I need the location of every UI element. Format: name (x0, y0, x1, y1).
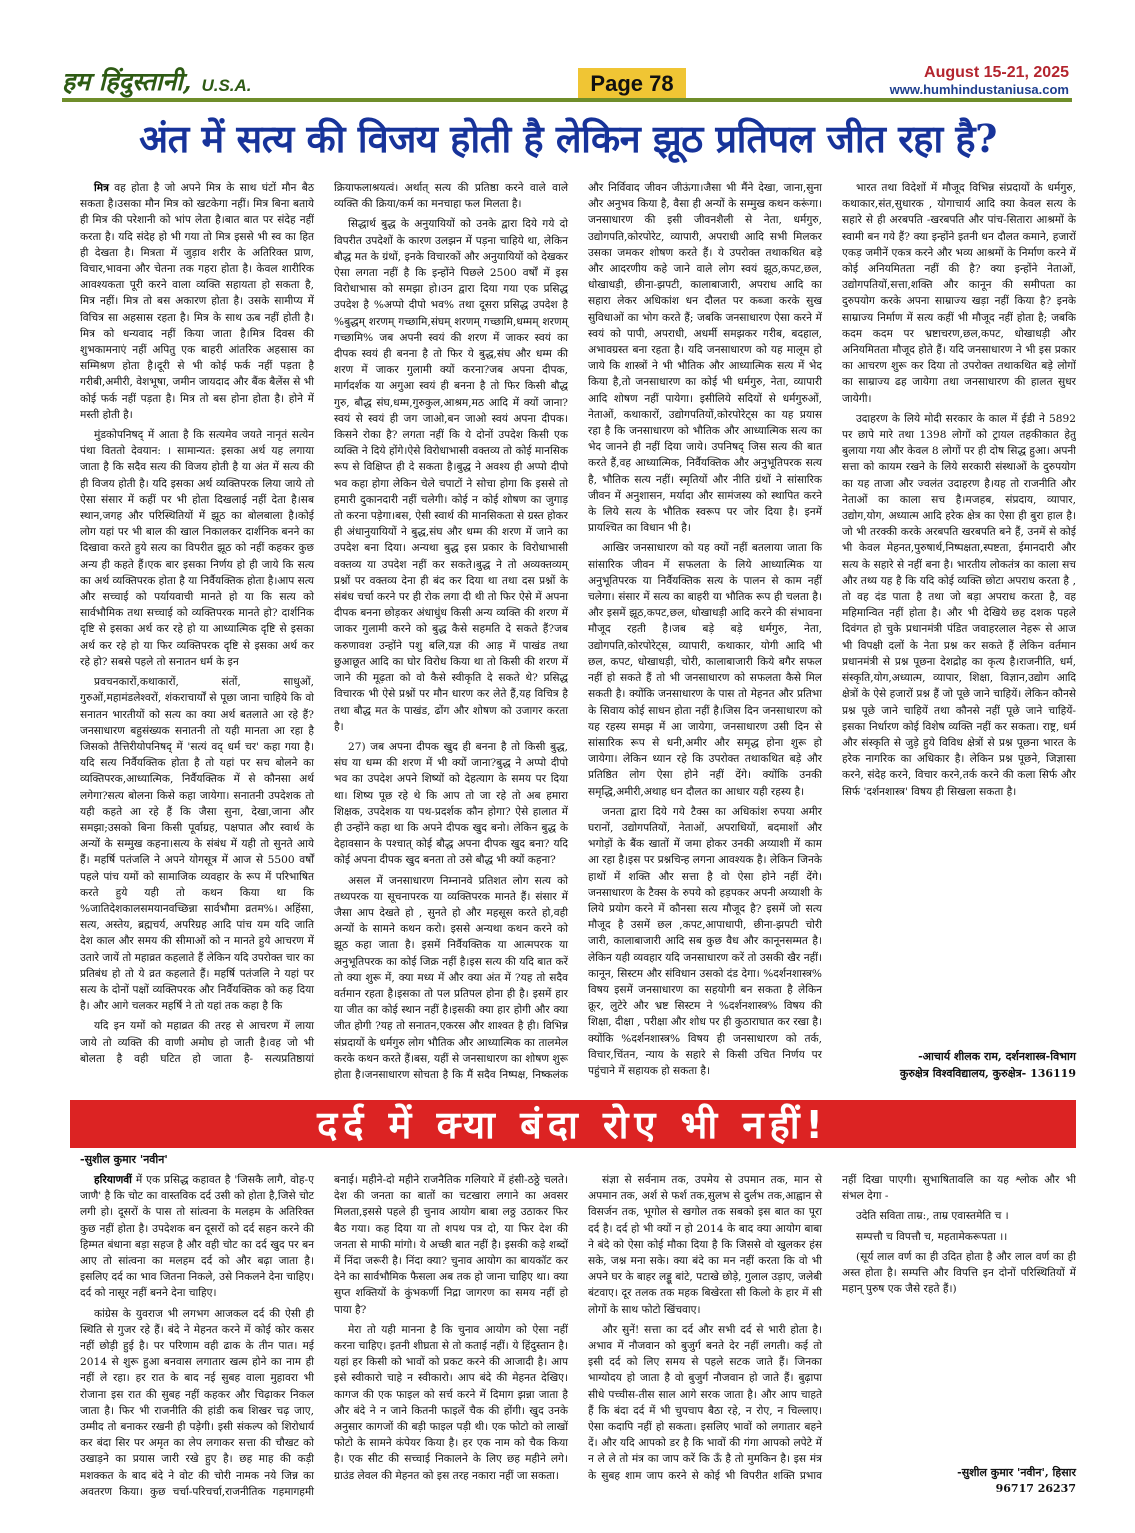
page-number: Page 78 (590, 71, 674, 96)
article-paragraph: और सुनें! सत्ता का दर्द और सभी दर्द से भारी होता है। अभाव में नौजवान को बुजुर्ग बनते देर नहीं लगती। कई तो इसी दर्द को लिए समय से पहले सटक जाते हैं। जिनका भाग्योदय हो जाता है वो बुजुर्ग नौजवान हो जाते हैं। बुढ़ापा सीधे पच्चीस-तीस साल आगे सरक जाता है। और आप चाहते हैं कि बंदा दर्द में भी चुपचाप बैठा रहे, न रोए, न चिल्लाए। ऐसा कदापि नहीं हो सकता। इसलिए भावों को लगातार बहने दें। और यदि आपको डर है कि भावों की गंगा आपको लपेटे में न ले ले तो मंत्र का जाप करें कि ऊँ है तो मुमकिन है। इस मंत्र के सुबह शाम जाप करने से कोई भी विपरीत शक्ति प्रभाव नहीं दिखा पाएगी। सुभाषितावलि का यह श्लोक और भी संभल देगा - (588, 1174, 1076, 1482)
masthead (62, 66, 252, 98)
page-number-box (578, 68, 686, 100)
article-body-main (80, 180, 1076, 1085)
publication-name: हम हिंदुस्तानी, (62, 67, 192, 96)
author-name: -आचार्य शीलक राम, दर्शनशास्त्र-विभाग (918, 1050, 1076, 1063)
article-paragraph: मेरा तो यही मानना है कि चुनाव आयोग को ऐसा नहीं करना चाहिए। इतनी शीघ्रता से तो कताई नहीं। ये हिंदुस्तान है। यहां हर किसी को भावों को प्रकट करने की आजादी है। आप इसे स्वीकारो चाहे न स्वीकारो। आप बंदे की मेहनत देखिए। कागज की एक फाइल को सर्च करने में दिमाग झन्ना जाता है और बंदे ने न जाने कितनी फाइलें चैक की होंगी। खुद उनके अनुसार कागजों की बड़ी फाइल पड़ी थी। एक फोटो को लाखों फोटो के सामने कंपेयर किया है। हर एक नाम को चैक किया है। एक सीट की सच्चाई निकालने के लिए छह महीने लगे। ग्राउंड लेवल की मेहनत को इस तरह नकारा नहीं जा सकता। (334, 1323, 568, 1482)
issue-info (890, 64, 1069, 97)
article-paragraph: आखिर जनसाधारण को यह क्यों नहीं बतलाया जाता कि सांसारिक जीवन में सफलता के लिये आध्यात्मिक या अनुभूतिपरक या निर्वैयक्तिक सत्य के पालन से काम नहीं चलेगा। संसार में सत्य का बाहरी या भौतिक रूप ही चलता है। और इसमें झूठ,कपट,छल, धोखाधड़ी आदि करने की संभावना मौजूद रहती है।जब बड़े बड़े धर्मगुरु, नेता, उद्योगपति,कोरपोरेट्स, व्यापारी, कथाकार, योगी आदि भी छल, कपट, धोखाधड़ी, चोरी, कालाबाजारी किये बगैर सफल नहीं हो सकते हैं तो भी जनसाधारण को सफलता कैसे मिल सकती है। क्योंकि जनसाधारण के पास तो मेहनत और प्रतिभा के सिवाय कोई साधन होता नहीं है।जिस दिन जनसाधारण को यह रहस्य समझ में आ जायेगा, जनसाधारण उसी दिन से सांसारिक रूप से धनी,अमीर और समृद्ध होना शुरू हो जायेगा। लेकिन ध्यान रहे कि उपरोक्त तथाकथित बड़े और प्रतिष्ठित लोग ऐसा होने नहीं देंगे। क्योंकि उनकी समृद्धि,अमीरी,अथाह धन दौलत का आधार यही रहस्य है। (588, 542, 822, 798)
article-paragraph: यदि इन यमों को महाव्रत की तरह से आचरण में लाया जाये तो व्यक्ति की वाणी अमोघ हो जाती है।वह जो भी बोलता है वही घटित हो जाता है- सत्यप्रतिष्ठायां क्रियाफलाश्रयत्वं। अर्थात् सत्य की प्रतिष्ठा करने वाले वाले व्यक्ति की क्रिया/कर्म का मनचाहा फल मिलता है। (80, 182, 568, 1065)
article-paragraph: (सूर्य लाल वर्ण का ही उदित होता है और लाल वर्ण का ही अस्त होता है। सम्पत्ति और विपत्ति इन दोनों परिस्थितियों में महान् पुरुष एक जैसे रहते हैं।) (842, 1250, 1076, 1296)
article-paragraph: जनता द्वारा दिये गये टैक्स का अधिकांश रुपया अमीर घरानों, उद्योगपतियों, नेताओं, अपराधियों, बदमाशों और भगोड़ों के बैंक खातों में जमा होकर उनकी अय्याशी में काम आ रहा है।इस पर प्रश्नचिन्ह लगना आवश्यक है। लेकिन जिनके हाथों में शक्ति और सत्ता है वो ऐसा होने नहीं देंगे। जनसाधारण के टैक्स के रुपये को हड़पकर अपनी अय्याशी के लिये प्रयोग करने में कौनसा सत्य मौजूद है? इसमें जो सत्य मौजूद है उसमें छल ,कपट,आपाधापी, छीना-झपटी चोरी जारी, कालाबाजारी आदि सब कुछ वैध और कानूनसम्मत है। लेकिन यही व्यवहार यदि जनसाधारण करें तो उसकी खैर नहीं। कानून, सिस्टम और संविधान उसको दंड देगा। %दर्शनशास्त्र% विषय इसमें जनसाधारण का सहयोगी बन सकता है लेकिन क्रूर, लुटेरे और भ्रष्ट सिस्टम ने %दर्शनशास्त्र% विषय की शिक्षा, दीक्षा , परीक्षा और शोध पर ही कुठाराघात कर रखा है। क्योंकि %दर्शनशास्त्र% विषय ही जनसाधारण को तर्क, विचार,चिंतन, न्याय के सहारे से किसी उचित निर्णय पर पहुंचाने में सहायक हो सकता है। (588, 805, 822, 1077)
article-paragraph: 27) जब अपना दीपक खुद ही बनना है तो किसी बुद्ध, संघ या धम्म की शरण में भी क्यों जाना?बुद्ध ने अप्पो दीपो भव का उपदेश अपने शिष्यों को देहत्याग के समय पर दिया था। शिष्य पूछ रहे थे कि आप तो जा रहे तो अब हमारा शिक्षक, उपदेशक या पथ-प्रदर्शक कौन होगा? ऐसे हालात में ही उन्होंने कहा था कि अपने दीपक खुद बनो। लेकिन बुद्ध के देहावसान के पश्चात् कोई बौद्ध अपना दीपक खुद बना? यदि कोई अपना दीपक खुद बनता तो उसे बौद्ध भी क्यों कहना? (334, 740, 568, 867)
article-paragraph: सिद्धार्थ बुद्ध के अनुयायियों को उनके द्वारा दिये गये दो विपरीत उपदेशों के कारण उलझन में पड़ना चाहिये था, लेकिन बौद्ध मत के ग्रंथों, इनके विचारकों और अनुयायियों को देखकर ऐसा लगता नहीं है कि इन्होंने पिछले 2500 वर्षों में इस विरोधाभास को समझा हो।उन द्वारा दिया गया एक प्रसिद्ध उपदेश है %अप्पो दीपो भव% तथा दूसरा प्रसिद्ध उपदेश है %बुद्धम् शरणम् गच्छामि,संघम् शरणम् गच्छामि,धम्मम् शरणम् गच्छामि% जब अपनी स्वयं की शरण में जाकर स्वयं का दीपक स्वयं ही बनना है तो फिर ये बुद्ध,संघ और धम्म की शरण में जाकर गुलामी क्यों करना?जब अपना दीपक, मार्गदर्शक या अगुआ स्वयं ही बनना है तो फिर किसी बौद्ध गुरु, बौद्ध संघ,धम्म,गुरुकुल,आश्रम,मठ आदि में क्यों जाना? स्वयं से स्वयं ही जग जाओ,बन जाओ स्वयं अपना दीपक। किसने रोका है? लगता नहीं कि ये दोनों उपदेश किसी एक व्यक्ति ने दिये होंगे।ऐसे विरोधाभासी वक्तव्य तो कोई मानसिक रूप से विक्षिप्त ही दे सकता है।बुद्ध ने अवश्य ही अप्पो दीपो भव कहा होगा लेकिन चेले चपाटों ने सोचा होगा कि इससे तो हमारी दुकानदारी नहीं चलेगी। कोई न कोई शोषण का जुगाड़ तो करना पड़ेगा।बस, ऐसी स्वार्थ की मानसिकता से ग्रस्त होकर ही अंधानुयायियों ने बुद्ध,संघ और धम्म की शरण में जाने का उपदेश बना दिया। अन्यथा बुद्ध इस प्रकार के विरोधाभासी वक्तव्य या उपदेश नहीं कर सकते।बुद्ध ने तो अव्यक्तव्यम् प्रश्नों पर वक्तव्य देना ही बंद कर दिया था तथा दस प्रश्नों के संबंध चर्चा करने पर ही रोक लगा दी थी तो फिर ऐसे में अपना दीपक बनना छोड़कर अंधाधुंध किसी अन्य व्यक्ति की शरण में जाकर गुलामी करने को बुद्ध कैसे सहमति दे सकते हैं?जब करुणावश उन्होंने पशु बलि,यज्ञ की आड़ में पाखंड तथा छुआछूत आदि का घोर विरोध किया था तो किसी की शरण में जाने की मूढ़ता को वो कैसे स्वीकृति दे सकते थे? प्रसिद्ध विचारक भी ऐसे प्रश्नों पर मौन धारण कर लेते हैं,यह विचित्र है तथा बौद्ध मत के पाखंड, ढोंग और शोषण को उजागर करता है। (334, 218, 568, 733)
article-paragraph: मुंडकोपनिषद् में आता है कि सत्यमेव जयते नानृतं सत्येन पंथा विततो देवयान: । सामान्यत: इसका अर्थ यह लगाया जाता है कि सदैव सत्य की विजय होती है या अंत में सत्य की ही विजय होती है। यदि इसका अर्थ व्यक्तिपरक लिया जाये तो ऐसा संसार में कहीं पर भी होता दिखलाई नहीं देता है।सब स्थान,जगह और परिस्थितियों में झूठ का बोलबाला है।कोई लोग यहां पर भी बाल की खाल निकालकर दार्शनिक बनने का दिखावा करते हुये सत्य का विपरीत झूठ को नहीं कहकर कुछ अन्य ही कहते हैं।एक बार इसका निर्णय हो ही जाये कि सत्य का अर्थ व्यक्तिपरक होता है या निर्वैयक्तिक होता है।आप सत्य और सच्चाई को पर्यायवाची मानते हो या कि सत्य को सार्वभौमिक तथा सच्चाई को व्यक्तिपरक मानते हो? दार्शनिक दृष्टि से इसका अर्थ कर रहे हो या आध्यात्मिक दृष्टि से इसका अर्थ कर रहे हो या फिर व्यक्तिपरक दृष्टि से इसका अर्थ कर रहे हो? सबसे पहले तो सनातन धर्म के इन (80, 429, 314, 668)
website-link[interactable]: www.humhindustaniusa.com (889, 82, 1069, 97)
article-body-second (80, 1172, 1076, 1502)
lead-word: मित्र (94, 182, 109, 194)
article-byline: -सुशील कुमार 'नवीन' (80, 1153, 168, 1166)
author-affiliation: कुरुक्षेत्र विश्वविद्यालय, कुरुक्षेत्र- 136119 (899, 1067, 1076, 1080)
author-signoff (830, 1465, 1076, 1497)
issue-date: August 15-21, 2025 (924, 64, 1069, 81)
publication-country: U.S.A. (201, 76, 252, 95)
masthead-rule (62, 98, 1072, 102)
article-paragraph: भारत तथा विदेशों में मौजूद विभिन्न संप्रदायों के धर्मगुरु, कथाकार,संत,सुधारक , योगाचार्य आदि क्या केवल सत्य के सहारे से ही अरबपति -खरबपति और पांच-सितारा आश्रमों के स्वामी बन गये हैं? क्या इन्होंने इतनी धन दौलत कमाने, हजारों एकड़ जमीनें एकत्र करने और भव्य आश्रमों के निर्माण करने में कोई अनियमितता नहीं की है? क्या इन्होंने नेताओं, उद्योगपतियों,सत्ता,शक्ति और कानून की समीपता का दुरुपयोग करके अपना साम्राज्य खड़ा नहीं किया है? इनके साम्राज्य निर्माण में सत्य कहीं भी मौजूद नहीं होता है; जबकि कदम कदम पर भ्रष्टाचरण,छल,कपट, धोखाधड़ी और अनियमितता मौजूद होते हैं। यदि जनसाधारण ने भी इस प्रकार का आचरण शुरू कर दिया तो उपरोक्त तथाकथित बड़े लोगों का साम्राज्य ढह जायेगा तथा जनसाधारण की हालत सुधर जायेगी। (842, 182, 1076, 405)
banner-title: दर्द में क्या बंदा रोए भी नहीं! (317, 1103, 829, 1147)
shloka-line: उदेति सविता ताम्र:, ताम्र एवास्तमेति च । (856, 1210, 1009, 1223)
article-paragraph: हरियाणवीं में एक प्रसिद्ध कहावत है 'जिसकै लागै, वोह-ए जाणै‌' है कि चोट का वास्तविक दर्द उसी को होता है,जिसे चोट लगी हो। दूसरों के पास तो सांत्वना के मलहम के अतिरिक्त कुछ नहीं होता है। उपदेशक बन दूसरों को दर्द सहन करने की हिम्मत बंधाना बड़ा सहज है और वही चोट का दर्द खुद पर बन आए तो सांत्वना का मलहम दर्द को और बढ़ा जाता है। इसलिए दर्द का भाव जितना निकले, उसे निकलने देना चाहिए। दर्द को नासूर नहीं बनने देना चाहिए। (80, 1174, 314, 1300)
author-signoff (836, 1048, 1076, 1082)
article-paragraph: संज्ञा से सर्वनाम तक, उपमेय से उपमान तक, मान से अपमान तक, अर्श से फर्श तक,सुलभ से दुर्लभ तक,आह्वान से विसर्जन तक, भूगोल से खगोल तक सबको इस बात का पूरा दर्द है। दर्द हो भी क्यों न हो 2014 के बाद क्या आयोग बाबा ने बंदे को ऐसा कोई मौका दिया है कि जिससे वो खुलकर हंस सके, जश्न मना सके। क्या बंदे का मन नहीं करता कि वो भी अपने घर के बाहर लड्डू बांटे, पटाखे छोड़े, गुलाल उड़ाए, जलेबी बंटवाए। दूर तलक तक महक बिखेरता सी किलो के हार में सी लोगों के साथ फोटो खिंचवाए। (588, 1174, 822, 1316)
author-phone: 96717 26237 (995, 1482, 1076, 1495)
article-banner (70, 1100, 1076, 1148)
article-paragraph: असल में जनसाधारण निम्नानवे प्रतिशत लोग सत्य को तथ्यपरक या सूचनापरक या व्यक्तिपरक मानते हैं। संसार में जैसा आप देखते हो , सुनते हो और महसूस करते हो,वही अन्यों के सामने कथन करो। इससे अन्यथा कथन करने को झूठ कहा जाता है। इसमें निर्वैयक्तिक या आत्मपरक या अनुभूतिपरक का कोई जिक्र नहीं है।इस सत्य की यदि बात करें तो क्या शुरू में, क्या मध्य में और क्या अंत में ?यह तो सदैव वर्तमान रहता है।इसका तो पल प्रतिपल होना ही है। इसमें हार या जीत का कोई स्थान नहीं है।इसकी क्या हार होगी और क्या जीत होगी ?यह तो सनातन,एकरस और शाश्वत है ही। विभिन्न संप्रदायों के धर्मगुरु लोग भौतिक और आध्यात्मिक का तालमेल करके कथन करते हैं।बस, यहीं से जनसाधारण का शोषण शुरू होता है।जनसाधारण सोचता है कि मैं सदैव निष्पक्ष, निष्कलंक और निर्विवाद जीवन जीऊंगा।जैसा भी मैंने देखा, जाना,सुना और अनुभव किया है, वैसा ही अन्यों के सम्मुख कथन करूंगा। जनसाधारण की इसी जीवनशैली से नेता, धर्मगुरु, उद्योगपति,कोरपोरेट, व्यापारी, अपराधी आदि सभी मिलकर उसका जमकर शोषण करते हैं। ये उपरोक्त तथाकथित बड़े और आदरणीय कहे जाने वाले लोग स्वयं झूठ,कपट,छल, धोखाधड़ी, छीना-झपटी, कालाबाजारी, अपराध आदि का सहारा लेकर अधिकांश धन दौलत पर कब्जा करके सुख सुविधाओं का भोग करते हैं; जबकि जनसाधारण ऐसा करने में स्वयं को पापी, अपराधी, अधर्मी समझकर गरीब, बदहाल, अभावग्रस्त बना रहता है। यदि जनसाधारण को यह मालूम हो जाये कि शास्त्रों ने भी भौतिक और आध्यात्मिक सत्य में भेद किया है,तो जनसाधारण का कोई भी धर्मगुरु, नेता, व्यापारी आदि शोषण नहीं पायेगा। इसीलिये सदियों से धर्मगुरुओं, नेताओं, कथाकारों, उद्योगपतियों,कोरपोरेट्स का यह प्रयास रहा है कि जनसाधारण को भौतिक और आध्यात्मिक सत्य का भेद जानने ही नहीं दिया जाये। उपनिषद् जिस सत्य की बात करते हैं,वह आध्यात्मिक, निर्वैयक्तिक और अनुभूतिपरक सत्य है, भौतिक सत्य नहीं। स्मृतियों और नीति ग्रंथों ने सांसारिक जीवन में अनुशासन, मर्यादा और सामंजस्य को स्थापित करने के लिये सत्य के भौतिक स्वरूप पर जोर दिया है। इनमें प्रायश्चित का विधान भी है। (334, 182, 822, 1081)
article-paragraph: प्रवचनकारों,कथाकारों, संतों, साधुओं, गुरुओं,महामंडलेश्वरों, शंकराचार्यों से पूछा जाना चाहिये कि वो सनातन भारतीयों को सत्य का क्या अर्थ बतलाते आ रहे हैं? जनसाधारण बहुसंख्यक सनातनी तो यही मानता आ रहा है जिसको तैत्तिरीयोपनिषद् में 'सत्यं वद् धर्म चर' कहा गया है। यदि सत्य निर्वैयक्तिक होता है तो यहां पर सच बोलने का व्यक्तिपरक,आध्यात्मिक, निर्वैयक्तिक में से कौनसा अर्थ लगेगा?सत्य बोलना किसे कहा जायेगा। सनातनी उपदेशक तो यही कहते आ रहे हैं कि जैसा सुना, देखा,जाना और समझा;उसको बिना किसी पूर्वाग्रह, पक्षपात और स्वार्थ के अन्यों के सम्मुख कहना।सत्य के संबंध में यही तो सुनते आये हैं। महर्षि पतंजलि ने अपने योगसूत्र में आज से 5500 वर्षों पहले पांच यमों को सामाजिक व्यवहार के रूप में परिभाषित करते हुये यही तो कथन किया था कि %जातिदेशकालसमयानवच्छिन्ना सार्वभौमा व्रतम%। अहिंसा, सत्य, अस्तेय, ब्रह्मचर्य, अपरिग्रह आदि पांच यम यदि जाति देश काल और समय की सीमाओं को न मानते हुये आचरण में उतारे जायें तो महाव्रत कहलाते हैं लेकिन यदि उपरोक्त चार का प्रतिबंध हो तो ये व्रत कहलाते हैं। महर्षि पतंजलि ने यहां पर सत्य के दोनों पक्षों व्यक्तिपरक और निर्वैयक्तिक को कह दिया है। और आगे चलकर महर्षि ने तो यहां तक कहा है कि (80, 676, 314, 1013)
article-headline: अंत में सत्य की विजय होती है लेकिन झूठ प्रतिपल जीत रहा है? (139, 116, 997, 161)
shloka-line: सम्पत्तौ च विपत्तौ च, महतामेकरूपता ।। (856, 1230, 1008, 1243)
article-paragraph: मित्र वह होता है जो अपने मित्र के साथ घंटों मौन बैठ सकता है।उसका मौन मित्र को खटकेगा नहीं। मित्र बिना बताये ही मित्र की परेशानी को भांप लेता है।बात बात पर संदेह नहीं करता है। यदि संदेह हो भी गया तो मित्र इससे भी स्व का हित ही देखता है। मित्रता में जुड़ाव शरीर के अतिरिक्त प्राण, विचार,भावना और चेतना तक गहरा होता है। केवल शारीरिक आवश्यकता पूरी करने वाला व्यक्ति सहायता हो सकता है, मित्र नहीं। मित्र तो बस अकारण होता है। उसके सामीप्य में विचित्र सा अहसास रहता है। मित्र के साथ ऊब नहीं होती है। मित्र को धन्यवाद नहीं किया जाता है।मित्र दिवस की शुभकामनाएं नहीं अपितु एक बाहरी आंतरिक अहसास का सम्मिश्रण होता है।दूरी से भी कोई फर्क नहीं पड़ता है गरीबी,अमीरी, वेशभूषा, जमीन जायदाद और बैंक बैलेंस से भी कोई फर्क नहीं पड़ता है। मित्र तो बस होना होता है। होने में मस्ती होती है। (80, 182, 314, 421)
lead-word: हरियाणवीं (94, 1174, 132, 1186)
article-paragraph: कांग्रेस के युवराज भी लगभग आजकल दर्द की ऐसी ही स्थिति से गुजर रहे हैं। बंदे ने मेहनत करने में कोई कोर कसर नहीं छोड़ी हुई है। पर परिणाम वही ढाक के तीन पात। मई 2014 से शुरू हुआ बनवास लगातार खत्म होने का नाम ही नहीं ले रहा। हर रात के बाद नई सुबह वाला मुहावरा भी रोजाना इस रात की सुबह नहीं कहकर और चिढ़ाकर निकल जाता है। फिर भी राजनीति की हांडी कब शिखर चढ़ जाए, उम्मीद तो बनाकर रखनी ही पड़ेगी। इसी संकल्प को शिरोधार्य कर बंदा सिर पर अमृत का लेप लगाकर सत्ता की चौखट को उखाड़ने का प्रयास जारी रखे हुए है। छह माह की कड़ी मशक्कत के बाद बंदे ने वोट की चोरी नामक नये जिन्न का अवतरण किया। कुछ चर्चा-परिचर्चा,राजनीतिक गहमागहमी बनाई। महीने-दो महीने राजनैतिक गलियारे में हंसी-ठठ्ठे चलते। देश की जनता का बातों का चटखारा लगाने का अवसर मिलता,इससे पहले ही चुनाव आयोग बाबा लठ्ठ उठाकर फिर बैठ गया। कह दिया या तो शपथ पत्र दो, या फिर देश की जनता से माफी मांगो। ये अच्छी बात नहीं है। इसकी कड़े शब्दों में निंदा जरूरी है। निंदा क्या? चुनाव आयोग का बायकॉट कर देने का सार्वभौमिक फैसला अब तक हो जाना चाहिए था। क्या सुप्त शक्तियों के कुंभकर्णी निद्रा जागरण का समय नहीं हो पाया है? (80, 1174, 568, 1498)
author-name: -सुशील कुमार 'नवीन', हिसार (957, 1466, 1076, 1479)
article-paragraph: उदाहरण के लिये मोदी सरकार के काल में ईडी ने 5892 पर छापे मारे तथा 1398 लोगों को ट्रायल तहकीकात हेतु बुलाया गया और केवल 8 लोगों पर ही दोष सिद्ध हुआ। अपनी सत्ता को कायम रखने के लिये सरकारी संस्थाओं के दुरुपयोग का यह ताजा और ज्वलंत उदाहरण है।यह तो राजनीति और नेताओं का काला सच है।मजहब, संप्रदाय, व्यापार, उद्योग,योग, अध्यात्म आदि हरेक क्षेत्र का ऐसा ही बुरा हाल है।जो भी तरक्की करके अरबपति खरबपति बने हैं, उनमें से कोई भी केवल मेहनत,पुरुषार्थ,निष्पक्षता,स्पष्टता, ईमानदारी और सत्य के सहारे से नहीं बना है। भारतीय लोकतंत्र का काला सच और तथ्य यह है कि यदि कोई व्यक्ति छोटा अपराध करता है , तो वह दंड पाता है तथा जो बड़ा अपराध करता है, वह महिमान्वित नहीं होता है। और भी देखिये छह दशक पहले दिवंगत हो चुके प्रधानमंत्री पंडित जवाहरलाल नेहरू से आज भी विपक्षी दलों के नेता प्रश्न कर सकते हैं लेकिन वर्तमान प्रधानमंत्री से प्रश्न पूछना देशद्रोह का कृत्य है।राजनीति, धर्म, संस्कृति,योग,अध्यात्म, व्यापार, शिक्षा, विज्ञान,उद्योग आदि क्षेत्रों के ऐसे हजारों प्रश्न हैं जो पूछे जाने चाहियें। लेकिन कौनसे प्रश्न पूछे जाने चाहियें तथा कौनसे नहीं पूछे जाने चाहियें- इसका निर्धारण कोई विशेष व्यक्ति नहीं कर सकता। राष्ट्र, धर्म और संस्कृति से जुड़े हुये विविध क्षेत्रों से प्रश्न पूछना भारत के हरेक नागरिक का अधिकार है। लेकिन प्रश्न पूछने, जिज्ञासा करने, संदेह करने, विचार करने,तर्क करने की कला सिर्फ और सिर्फ 'दर्शनशास्त्र' विषय ही सिखला सकता है। (842, 412, 1076, 798)
